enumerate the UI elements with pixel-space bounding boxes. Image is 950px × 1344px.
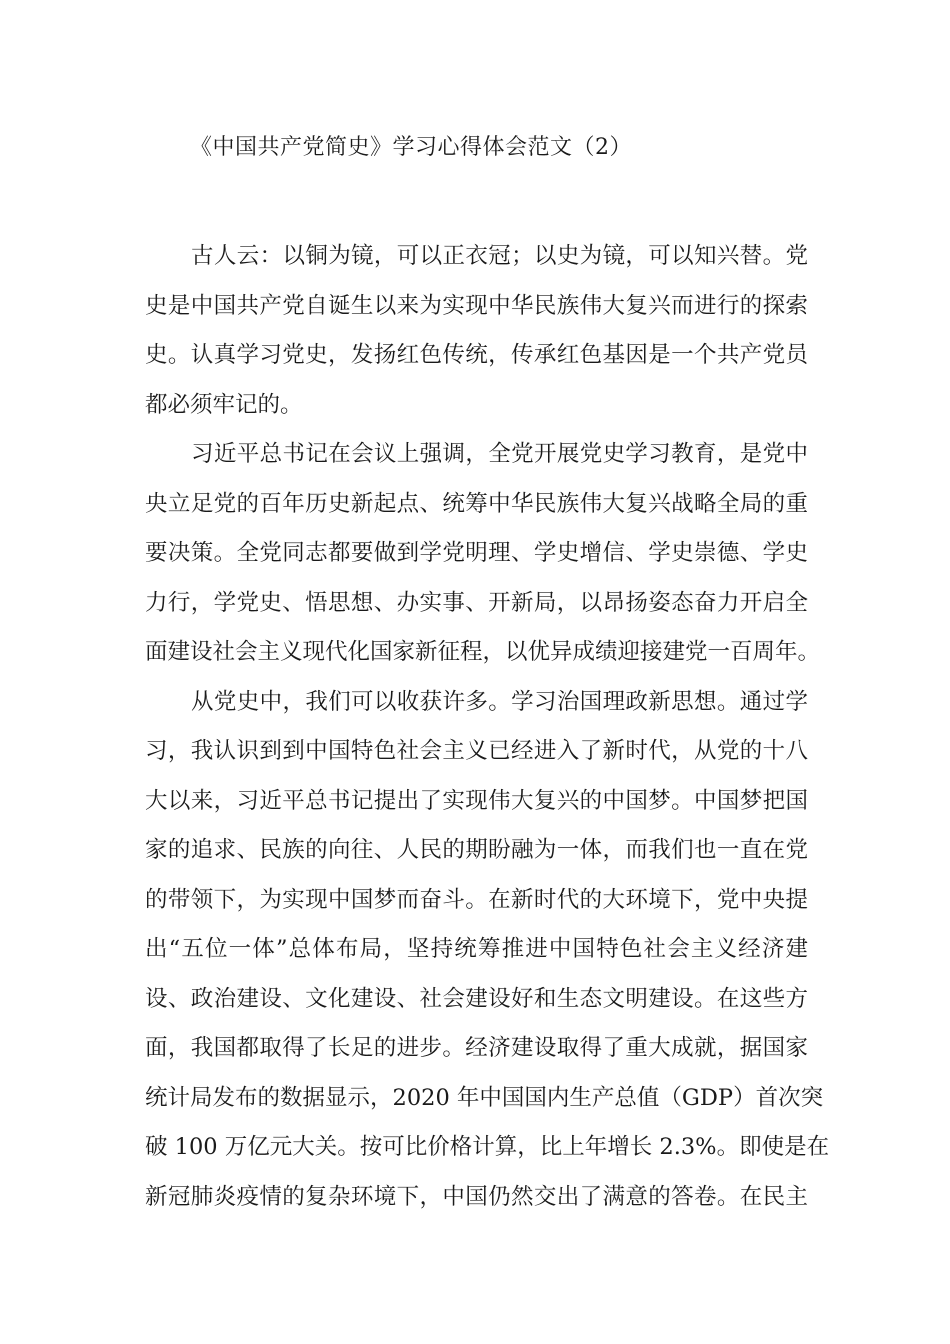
document-title: 《中国共产党简史》学习心得体会范文（2）: [190, 135, 632, 160]
paragraph-3: [145, 678, 830, 1223]
paragraph-line: 面，我国都取得了长足的进步。经济建设取得了重大成就，据国家: [145, 1035, 808, 1061]
paragraph-line: 史。认真学习党史，发扬红色传统，传承红色基因是一个共产党员: [145, 342, 808, 368]
paragraph-line: 设、政治建设、文化建设、社会建设好和生态文明建设。在这些方: [145, 985, 808, 1012]
paragraph-line: 新冠肺炎疫情的复杂环境下，中国仍然交出了满意的答卷。在民主: [145, 1183, 808, 1210]
paragraph-line: 的带领下，为实现中国梦而奋斗。在新时代的大环境下，党中央提: [145, 886, 808, 913]
paragraph-line: 统计局发布的数据显示，2020 年中国国内生产总值（GDP）首次突: [145, 1084, 824, 1111]
paragraph-line: 力行，学党史、悟思想、办实事、开新局，以昂扬姿态奋力开启全: [145, 589, 808, 616]
paragraph-line: 家的追求、民族的向往、人民的期盼融为一体，而我们也一直在党: [145, 837, 808, 863]
document-body: [145, 232, 830, 1222]
paragraph-line: 要决策。全党同志都要做到学党明理、学史增信、学史崇德、学史: [145, 540, 808, 566]
paragraph-line: 都必须牢记的。: [145, 391, 303, 418]
paragraph-2: [145, 430, 821, 678]
paragraph-line: 面建设社会主义现代化国家新征程，以优异成绩迎接建党一百周年。: [145, 639, 821, 665]
paragraph-line: 从党史中，我们可以收获许多。学习治国理政新思想。通过学: [191, 688, 808, 715]
paragraph-line: 大以来，习近平总书记提出了实现伟大复兴的中国梦。中国梦把国: [145, 787, 808, 814]
paragraph-line: 破 100 万亿元大关。按可比价格计算，比上年增长 2.3%。即使是在: [145, 1134, 830, 1160]
paragraph-line: 习，我认识到到中国特色社会主义已经进入了新时代，从党的十八: [145, 738, 808, 764]
paragraph-line: 央立足党的百年历史新起点、统筹中华民族伟大复兴战略全局的重: [145, 490, 808, 517]
paragraph-1: [145, 232, 808, 430]
paragraph-line: 史是中国共产党自诞生以来为实现中华民族伟大复兴而进行的探索: [145, 292, 808, 319]
paragraph-line: 出“五位一体”总体布局，坚持统筹推进中国特色社会主义经济建: [145, 936, 808, 962]
paragraph-line: 古人云：以铜为镜，可以正衣冠；以史为镜，可以知兴替。党: [191, 243, 808, 269]
paragraph-line: 习近平总书记在会议上强调，全党开展党史学习教育，是党中: [191, 441, 808, 467]
